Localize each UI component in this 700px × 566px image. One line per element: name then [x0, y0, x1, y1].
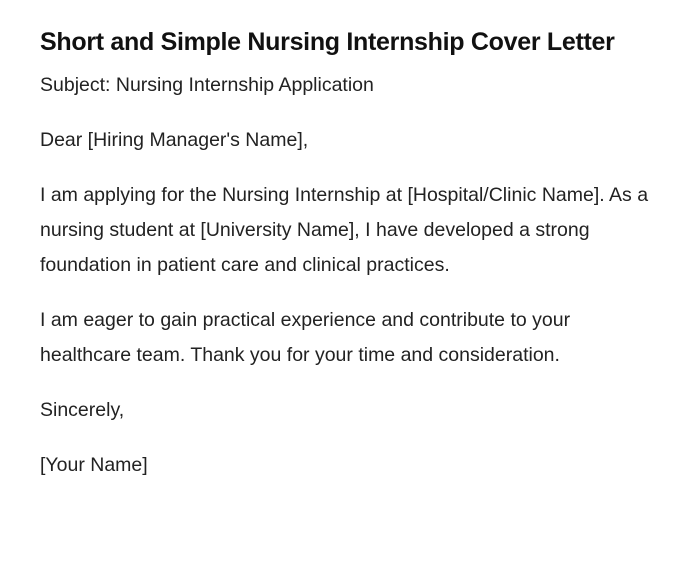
signature: [Your Name] — [40, 454, 148, 476]
salutation: Dear [Hiring Manager's Name], — [40, 129, 309, 151]
subject-line: Subject: Nursing Internship Application — [40, 74, 374, 96]
body-paragraph-1: I am applying for the Nursing Internship at [Hospital/Clinic Name]. As a nursing student at [University Name], I have developed a strong foundation in patient care and clinical practices. — [40, 184, 649, 276]
document-title: Short and Simple Nursing Internship Cover Letter — [40, 28, 615, 56]
body-paragraph-2: I am eager to gain practical experience and contribute to your healthcare team. Thank you for your time and consideration. — [40, 309, 571, 366]
closing: Sincerely, — [40, 399, 125, 421]
